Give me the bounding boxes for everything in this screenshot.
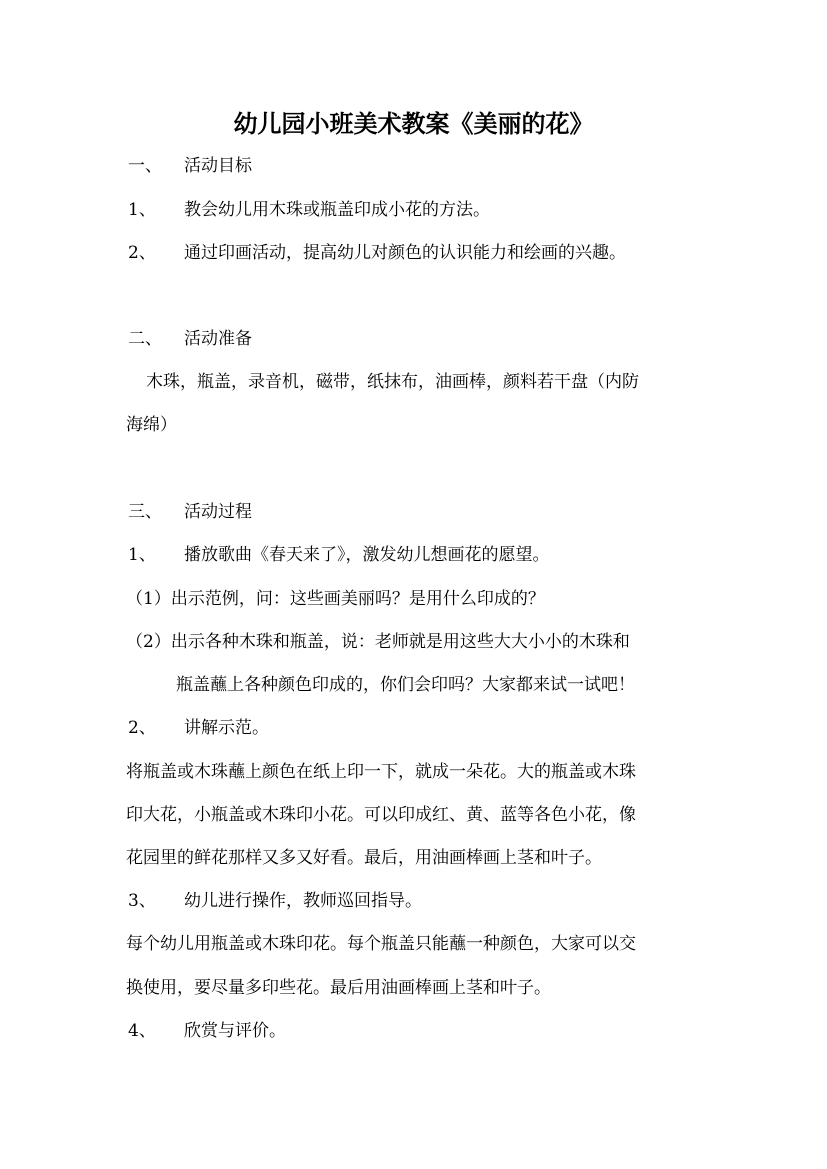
sub-item-text: （2）出示各种木珠和瓶盖，说：老师就是用这些大大小小的木珠和 (126, 632, 630, 652)
paragraph-text: 换使用，要尽量多印些花。最后用油画棒画上茎和叶子。 (126, 978, 551, 998)
section-number: 二、 (128, 329, 162, 349)
step-text: 幼儿进行操作，教师巡回指导。 (184, 891, 422, 911)
section-title: 活动准备 (184, 329, 252, 349)
paragraph-text: 木珠，瓶盖，录音机，磁带，纸抹布，油画棒，颜料若干盘（内防 (146, 372, 639, 392)
section-number: 一、 (128, 156, 162, 176)
document-title: 幼儿园小班美术教案《美丽的花》 (233, 109, 594, 138)
step-number: 3、 (128, 891, 156, 911)
section-title: 活动过程 (184, 502, 252, 522)
item-text: 通过印画活动，提高幼儿对颜色的认识能力和绘画的兴趣。 (184, 243, 626, 263)
paragraph-text: 花园里的鲜花那样又多又好看。最后，用油画棒画上茎和叶子。 (126, 848, 602, 868)
paragraph-text: 将瓶盖或木珠蘸上颜色在纸上印一下，就成一朵花。大的瓶盖或木珠 (126, 762, 636, 782)
item-number: 2、 (128, 243, 156, 263)
step-number: 2、 (128, 718, 156, 738)
sub-item-text: 瓶盖蘸上各种颜色印成的，你们会印吗？大家都来试一试吧！ (176, 675, 635, 695)
section-number: 三、 (128, 502, 162, 522)
step-number: 1、 (128, 545, 156, 565)
paragraph-text: 海绵） (126, 415, 177, 435)
sub-item-text: （1）出示范例，问：这些画美丽吗？是用什么印成的？ (126, 589, 545, 609)
step-text: 讲解示范。 (184, 718, 269, 738)
item-text: 教会幼儿用木珠或瓶盖印成小花的方法。 (184, 200, 490, 220)
step-text: 欣赏与评价。 (184, 1021, 286, 1041)
step-text: 播放歌曲《春天来了》，激发幼儿想画花的愿望。 (184, 545, 550, 565)
paragraph-text: 每个幼儿用瓶盖或木珠印花。每个瓶盖只能蘸一种颜色，大家可以交 (126, 934, 636, 954)
item-number: 1、 (128, 200, 156, 220)
paragraph-text: 印大花，小瓶盖或木珠印小花。可以印成红、黄、蓝等各色小花，像 (126, 805, 636, 825)
step-number: 4、 (128, 1021, 156, 1041)
section-title: 活动目标 (184, 156, 252, 176)
